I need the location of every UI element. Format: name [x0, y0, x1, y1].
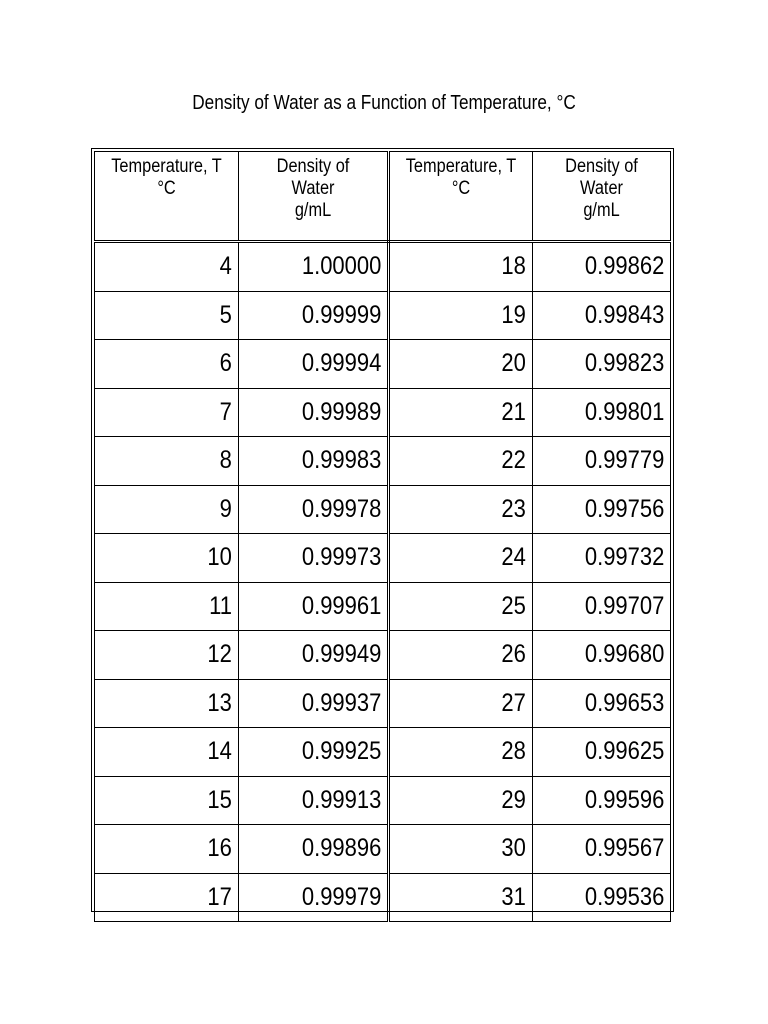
cell-value: 30	[501, 834, 526, 863]
cell-value: 13	[207, 688, 232, 717]
cell-value: 0.99707	[584, 591, 664, 620]
header-line: Water	[291, 178, 335, 199]
density-cell	[533, 437, 671, 486]
temperature-cell	[389, 388, 533, 437]
temperature-cell	[389, 534, 533, 583]
temperature-cell	[389, 242, 533, 292]
cell-value: 29	[501, 785, 526, 814]
density-cell	[533, 340, 671, 389]
density-cell	[239, 291, 389, 340]
temperature-cell	[95, 679, 239, 728]
header-line: g/mL	[583, 200, 620, 221]
cell-value: 28	[501, 737, 526, 766]
density-cell	[239, 437, 389, 486]
cell-value: 22	[501, 446, 526, 475]
cell-value: 24	[501, 543, 526, 572]
cell-value: 0.99823	[584, 349, 664, 378]
temperature-cell	[389, 485, 533, 534]
header-line: °C	[451, 178, 471, 199]
header-density-1	[239, 152, 389, 242]
header-line: g/mL	[294, 200, 332, 221]
temperature-cell	[95, 340, 239, 389]
table-row	[95, 340, 671, 389]
cell-value: 0.99937	[301, 688, 381, 717]
temperature-cell	[389, 728, 533, 777]
density-cell	[533, 388, 671, 437]
table-row	[95, 631, 671, 680]
cell-value: 23	[501, 494, 526, 523]
cell-value: 0.99596	[584, 785, 664, 814]
cell-value: 9	[219, 494, 232, 523]
temperature-cell	[389, 776, 533, 825]
table-header-row	[95, 152, 671, 242]
density-cell	[533, 291, 671, 340]
table-row	[95, 728, 671, 777]
temperature-cell	[95, 776, 239, 825]
table-row	[95, 242, 671, 292]
temperature-cell	[389, 825, 533, 874]
temperature-cell	[389, 631, 533, 680]
header-line: °C	[157, 178, 176, 199]
table-row	[95, 485, 671, 534]
cell-value: 5	[219, 300, 232, 329]
temperature-cell	[389, 679, 533, 728]
document-title: Density of Water as a Function of Temperature, °C	[192, 92, 576, 114]
density-cell	[239, 485, 389, 534]
density-cell	[239, 631, 389, 680]
cell-value: 25	[501, 591, 526, 620]
cell-value: 0.99973	[301, 543, 381, 572]
header-temperature-2	[389, 152, 533, 242]
cell-value: 18	[501, 252, 526, 281]
table-row	[95, 582, 671, 631]
cell-value: 1.00000	[301, 252, 381, 281]
cell-value: 0.99801	[584, 397, 664, 426]
table-row	[95, 534, 671, 583]
cell-value: 0.99567	[584, 834, 664, 863]
temperature-cell	[389, 437, 533, 486]
cell-value: 16	[207, 834, 232, 863]
cell-value: 19	[501, 300, 526, 329]
temperature-cell	[95, 825, 239, 874]
density-cell	[239, 388, 389, 437]
table-row	[95, 776, 671, 825]
header-line: Density of	[276, 156, 350, 177]
header-line: Density of	[565, 156, 638, 177]
cell-value: 15	[207, 785, 232, 814]
cell-value: 0.99949	[301, 640, 381, 669]
temperature-cell	[95, 242, 239, 292]
density-cell	[239, 728, 389, 777]
density-cell	[533, 825, 671, 874]
temperature-cell	[95, 728, 239, 777]
cell-value: 4	[219, 252, 232, 281]
temperature-cell	[389, 582, 533, 631]
cell-value: 12	[207, 640, 232, 669]
density-cell	[533, 679, 671, 728]
cell-value: 0.99653	[584, 688, 664, 717]
cell-value: 17	[207, 882, 232, 911]
cell-value: 20	[501, 349, 526, 378]
cell-value: 10	[207, 543, 232, 572]
cell-value: 26	[501, 640, 526, 669]
cell-value: 0.99779	[584, 446, 664, 475]
density-cell	[533, 582, 671, 631]
cell-value: 6	[219, 349, 232, 378]
density-cell	[533, 242, 671, 292]
cell-value: 0.99843	[584, 300, 664, 329]
cell-value: 0.99756	[584, 494, 664, 523]
cell-value: 0.99680	[584, 640, 664, 669]
temperature-cell	[95, 485, 239, 534]
table-row	[95, 437, 671, 486]
density-cell	[239, 242, 389, 292]
header-line: Temperature, T	[405, 156, 517, 177]
temperature-cell	[95, 631, 239, 680]
table-row	[95, 291, 671, 340]
temperature-cell	[95, 291, 239, 340]
cell-value: 0.99925	[301, 737, 381, 766]
table-row	[95, 825, 671, 874]
temperature-cell	[95, 534, 239, 583]
density-cell	[533, 534, 671, 583]
cell-value: 0.99625	[584, 737, 664, 766]
table-body	[95, 242, 671, 922]
cell-value: 0.99979	[301, 882, 381, 911]
density-cell	[239, 582, 389, 631]
density-cell	[239, 340, 389, 389]
header-temperature-1	[95, 152, 239, 242]
temperature-cell	[389, 873, 533, 922]
cell-value: 7	[219, 397, 232, 426]
density-cell	[239, 825, 389, 874]
cell-value: 27	[501, 688, 526, 717]
header-density-2	[533, 152, 671, 242]
temperature-cell	[95, 388, 239, 437]
table-row	[95, 388, 671, 437]
density-cell	[239, 776, 389, 825]
density-cell	[533, 485, 671, 534]
cell-value: 0.99961	[301, 591, 381, 620]
temperature-cell	[389, 340, 533, 389]
cell-value: 0.99999	[301, 300, 381, 329]
cell-value: 21	[501, 397, 526, 426]
cell-value: 0.99983	[301, 446, 381, 475]
density-table	[94, 151, 671, 922]
density-cell	[533, 728, 671, 777]
table-row	[95, 873, 671, 922]
density-cell	[239, 534, 389, 583]
cell-value: 14	[207, 737, 232, 766]
header-line: Temperature, T	[111, 156, 222, 177]
cell-value: 0.99994	[301, 349, 381, 378]
cell-value: 0.99536	[584, 882, 664, 911]
density-table-frame	[91, 148, 674, 912]
table-row	[95, 679, 671, 728]
header-line: Water	[580, 178, 623, 199]
temperature-cell	[95, 437, 239, 486]
cell-value: 0.99913	[301, 785, 381, 814]
cell-value: 0.99732	[584, 543, 664, 572]
cell-value: 0.99862	[584, 252, 664, 281]
cell-value: 0.99978	[301, 494, 381, 523]
cell-value: 8	[219, 446, 232, 475]
density-cell	[533, 776, 671, 825]
temperature-cell	[95, 873, 239, 922]
cell-value: 31	[501, 882, 526, 911]
cell-value: 0.99896	[301, 834, 381, 863]
temperature-cell	[389, 291, 533, 340]
temperature-cell	[95, 582, 239, 631]
density-cell	[533, 873, 671, 922]
density-cell	[239, 679, 389, 728]
density-cell	[533, 631, 671, 680]
cell-value: 11	[209, 591, 232, 620]
cell-value: 0.99989	[301, 397, 381, 426]
density-cell	[239, 873, 389, 922]
